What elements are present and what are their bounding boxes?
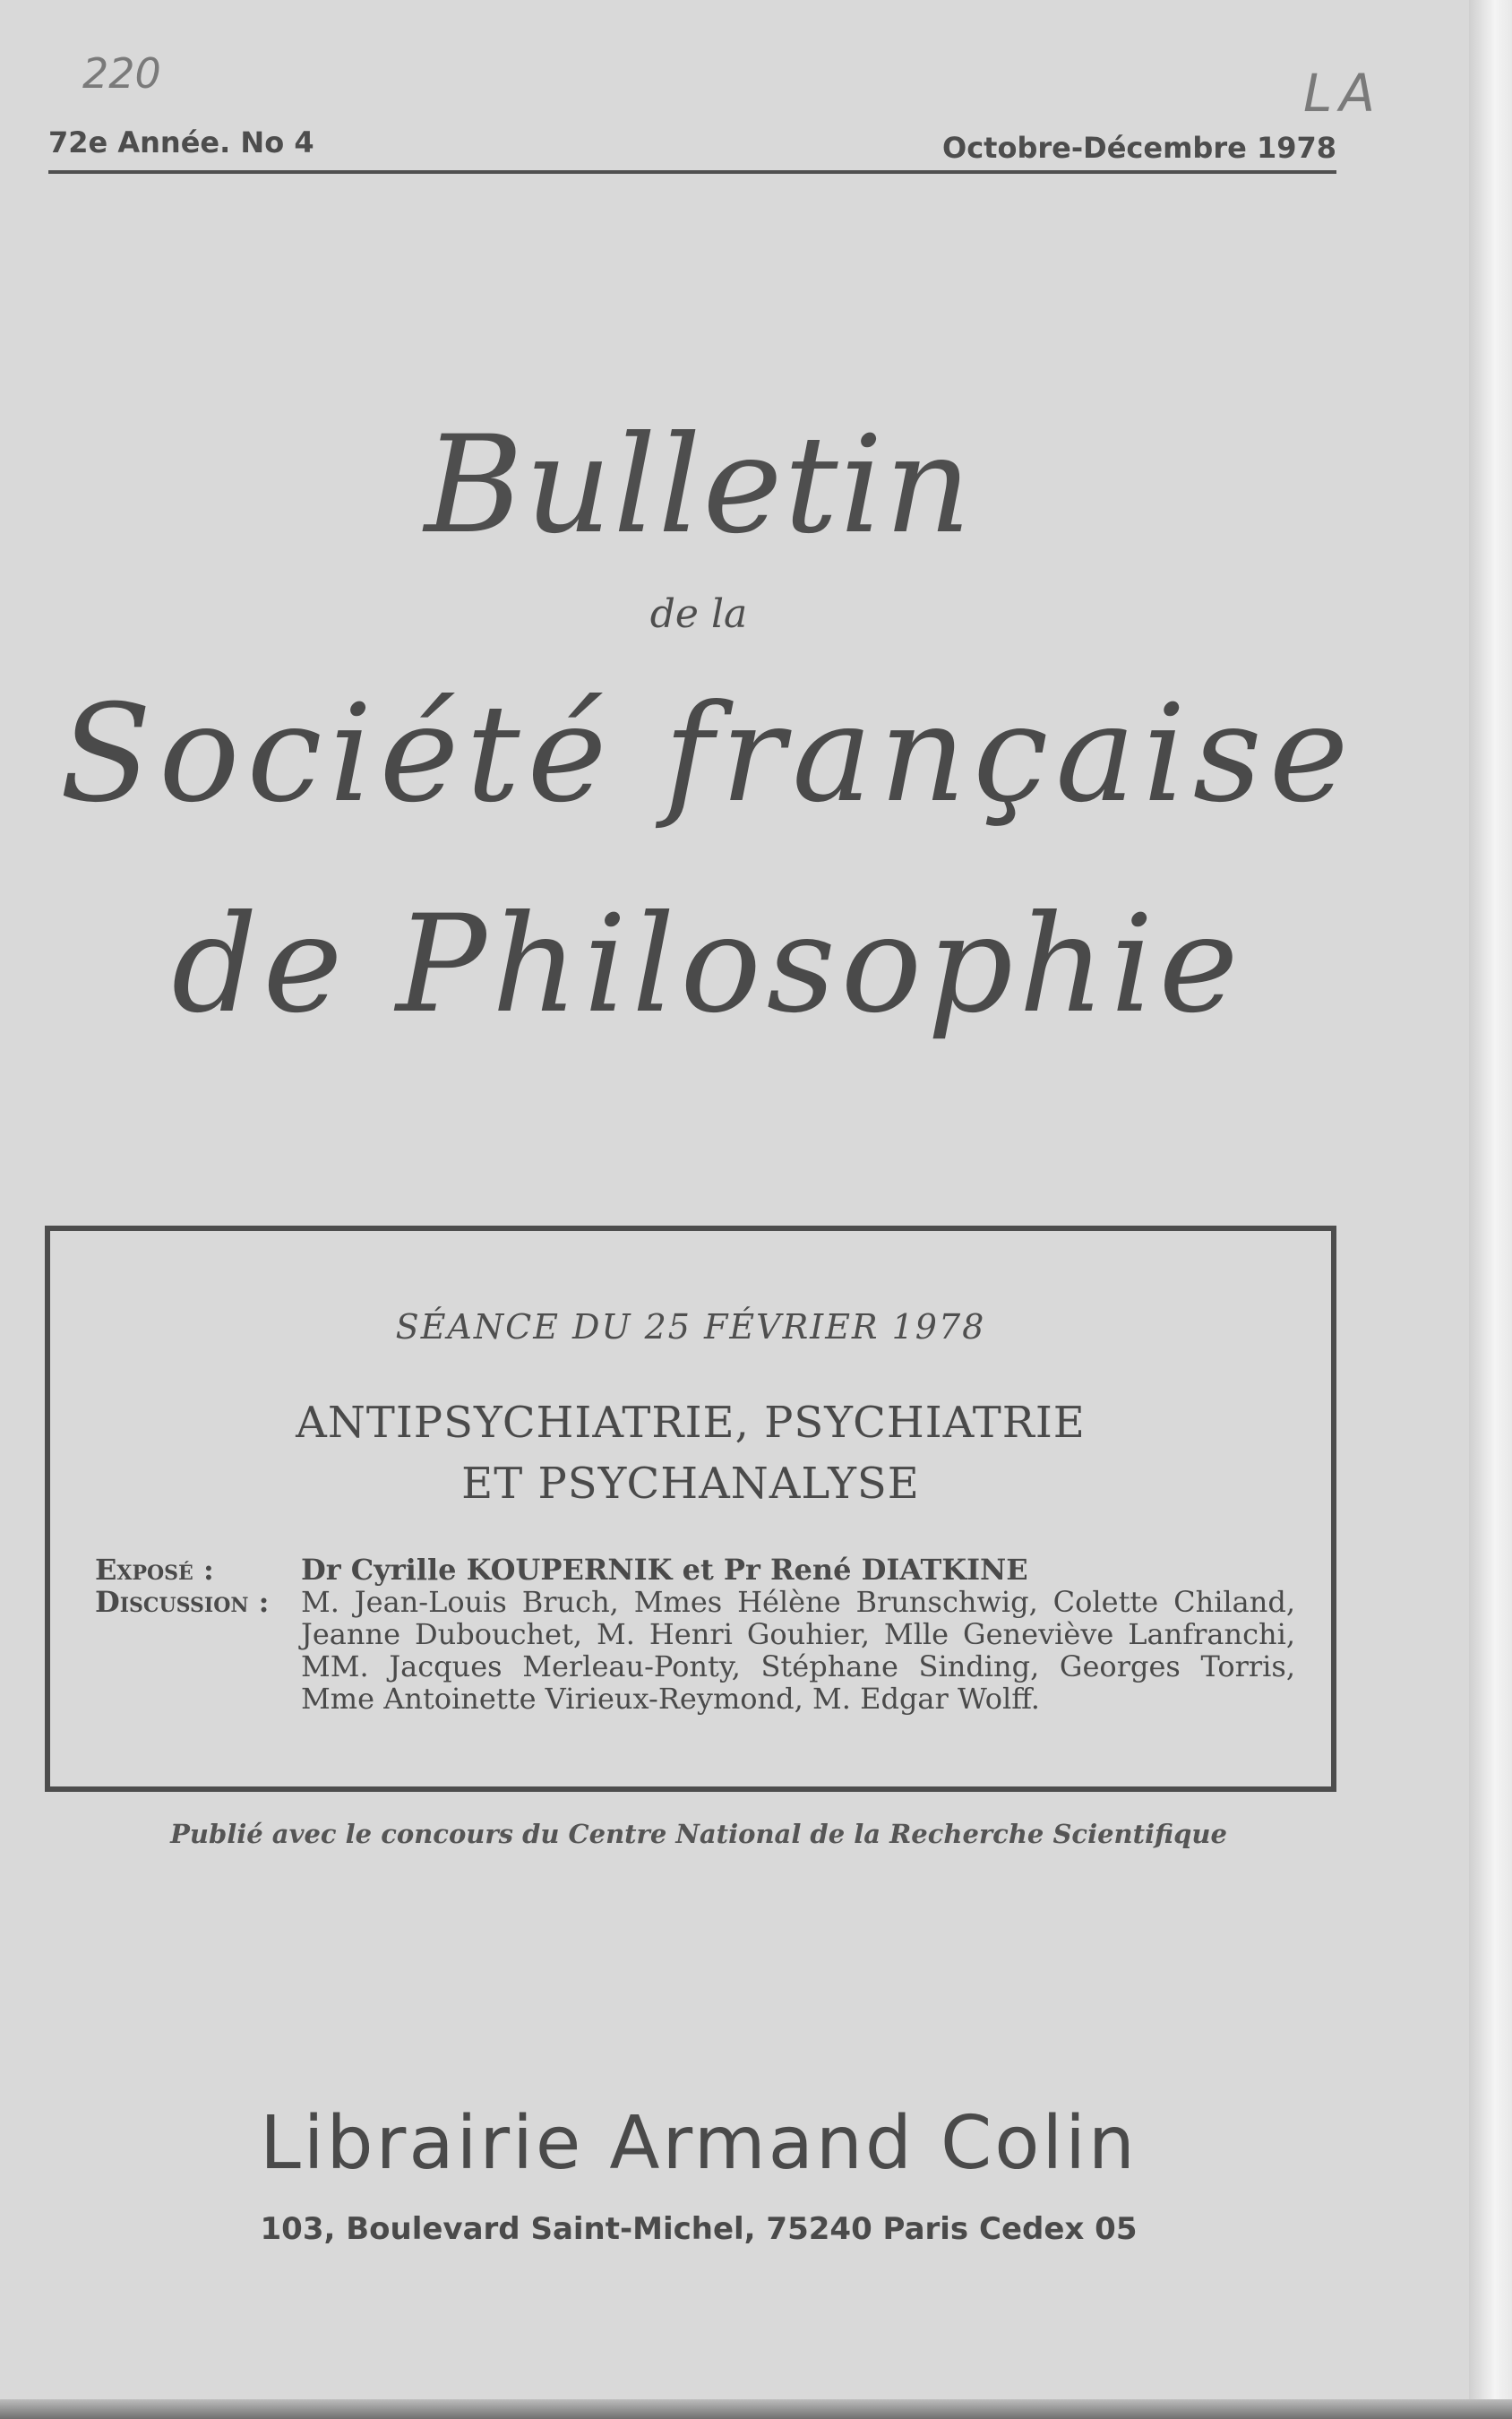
session-credits — [95, 1554, 1295, 1715]
title-de-philosophie: de Philosophie — [171, 887, 1244, 1043]
title-bulletin: Bulletin — [424, 408, 974, 564]
seance-date: SÉANCE DU 25 FÉVRIER 1978 — [395, 1307, 986, 1347]
handwritten-note-top-left: 220 — [82, 49, 161, 98]
issue-number: 72e Année. No 4 — [48, 125, 314, 159]
title-de-la: de la — [649, 591, 748, 637]
expose-value: Dr Cyrille KOUPERNIK et Pr René DIATKINE — [301, 1553, 1028, 1587]
discussion-value: M. Jean-Louis Bruch, Mmes Hélène Brunschwig, Colette Chiland, Jeanne Dubouchet, M. Henri Gouhier, Mlle Geneviève Lanfranchi, MM. Jacques Merleau-Ponty, Stéphane Sinding, Georges Torris, Mme Antoinette Virieux-Reymond, M. Edgar Wolff. — [301, 1585, 1295, 1716]
title-societe-francaise: Société française — [59, 676, 1356, 832]
session-subject — [50, 1392, 1331, 1514]
expose-row — [95, 1554, 1295, 1586]
book-spine-edge — [1469, 0, 1512, 2419]
subject-line-1: ANTIPSYCHIATRIE, PSYCHIATRIE — [296, 1398, 1086, 1448]
header-rule — [48, 170, 1336, 174]
publisher-name: Librairie Armand Colin — [260, 2101, 1138, 2186]
publisher-address: 103, Boulevard Saint-Michel, 75240 Paris Cedex 05 — [260, 2211, 1138, 2247]
issue-date: Octobre-Décembre 1978 — [942, 131, 1336, 165]
subject-line-2: ET PSYCHANALYSE — [461, 1459, 920, 1509]
issue-header — [48, 124, 1336, 168]
discussion-row — [95, 1586, 1295, 1715]
session-box — [45, 1226, 1336, 1792]
handwritten-note-top-right: LA — [1303, 63, 1382, 124]
expose-label: Exposé : — [95, 1553, 214, 1587]
scan-bottom-edge — [0, 2399, 1512, 2419]
publication-note: Publié avec le concours du Centre National de la Recherche Scientifique — [170, 1819, 1227, 1849]
discussion-label: Discussion : — [95, 1585, 270, 1619]
